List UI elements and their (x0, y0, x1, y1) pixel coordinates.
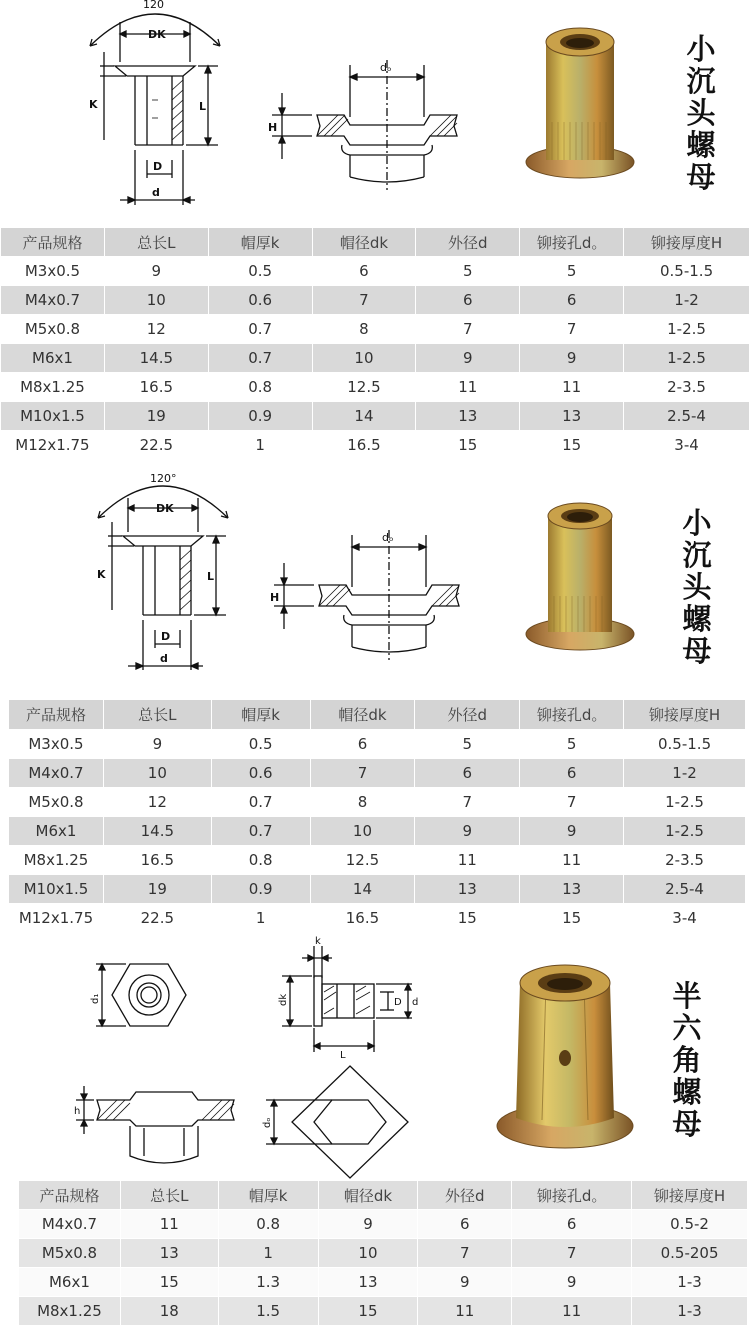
table-cell: 6 (512, 1210, 632, 1239)
inner-d-label: D (153, 160, 163, 173)
table-cell: 15 (318, 1297, 418, 1326)
table-row (1, 286, 750, 315)
header-cell: 铆接厚度H (632, 1181, 748, 1210)
section-1 (0, 0, 750, 462)
outer-d-label: d (412, 997, 419, 1008)
header-cell: 产品规格 (1, 228, 105, 257)
table-cell: 6 (312, 257, 416, 286)
table-cell: 9 (318, 1210, 418, 1239)
hex-hole-drawing (262, 1060, 432, 1180)
table-cell: 9 (104, 257, 208, 286)
table-cell: 8 (310, 788, 415, 817)
table-cell: 5 (520, 257, 624, 286)
header-cell: 总长L (104, 228, 208, 257)
table-cell: 0.8 (211, 846, 310, 875)
hex-top-view-drawing (92, 960, 202, 1030)
table-cell: M8x1.25 (1, 373, 105, 402)
table-cell: 19 (104, 402, 208, 431)
table-cell: 0.5-2 (632, 1210, 748, 1239)
k-label: K (97, 568, 106, 581)
table-cell: 1.5 (218, 1297, 318, 1326)
table-row (19, 1268, 748, 1297)
l-label: L (340, 1050, 346, 1061)
table-cell: M10x1.5 (1, 402, 105, 431)
inner-d-label: D (394, 997, 402, 1008)
spec-table (0, 227, 750, 460)
spec-table (8, 699, 746, 933)
table-cell: M5x0.8 (1, 315, 105, 344)
l-label: L (207, 570, 215, 583)
hex-riveting-drawing (72, 1078, 242, 1188)
table-cell: 9 (520, 344, 624, 373)
table-header-row (9, 700, 746, 730)
table-cell: 0.7 (211, 788, 310, 817)
table-cell: 0.5-1.5 (624, 730, 746, 759)
table-cell: 19 (103, 875, 211, 904)
table-cell: 18 (120, 1297, 218, 1326)
table-cell: M3x0.5 (9, 730, 104, 759)
table-cell: 0.5 (211, 730, 310, 759)
header-cell: 帽厚k (211, 700, 310, 730)
flange-rivet-nut-photo (520, 22, 640, 187)
section-title: 小沉头螺母 (682, 506, 712, 668)
angle-label: 120° (150, 472, 177, 485)
outer-d-label: d (160, 652, 168, 665)
table-cell: M12x1.75 (1, 431, 105, 460)
k-label: k (315, 936, 321, 947)
table-cell: 0.5 (208, 257, 312, 286)
table-cell: M6x1 (19, 1268, 121, 1297)
header-cell: 总长L (103, 700, 211, 730)
section-3 (0, 932, 750, 1320)
table-cell: 11 (520, 846, 624, 875)
table-cell: 12.5 (312, 373, 416, 402)
table-cell: 16.5 (312, 431, 416, 460)
flange-nut-cross-section-drawing (88, 470, 248, 675)
header-cell: 铆接厚度H (624, 700, 746, 730)
header-cell: 外径d (415, 700, 520, 730)
table-cell: 7 (310, 759, 415, 788)
table-cell: 14 (312, 402, 416, 431)
table-cell: M12x1.75 (9, 904, 104, 933)
table-cell: M8x1.25 (19, 1297, 121, 1326)
header-cell: 外径d (416, 228, 520, 257)
table-row (19, 1297, 748, 1326)
table-cell: 10 (318, 1239, 418, 1268)
hex-nut-side-drawing (262, 936, 422, 1061)
header-cell: 产品规格 (9, 700, 104, 730)
d0-label: dₒ (380, 61, 392, 74)
table-cell: 13 (520, 402, 624, 431)
table-cell: 0.5-205 (632, 1239, 748, 1268)
table-cell: 9 (415, 817, 520, 846)
table-cell: 11 (120, 1210, 218, 1239)
table-cell: 2.5-4 (624, 402, 750, 431)
table-cell: 6 (520, 286, 624, 315)
table-cell: 1 (211, 904, 310, 933)
table-cell: 11 (415, 846, 520, 875)
table-cell: 0.8 (218, 1210, 318, 1239)
k-label: K (89, 98, 98, 111)
table-cell: 7 (416, 315, 520, 344)
table-cell: 11 (418, 1297, 512, 1326)
d0-label: dₒ (262, 1117, 273, 1128)
table-cell: 9 (520, 817, 624, 846)
table-cell: 2.5-4 (624, 875, 746, 904)
table-cell: 6 (418, 1210, 512, 1239)
header-cell: 产品规格 (19, 1181, 121, 1210)
table-cell: 0.9 (211, 875, 310, 904)
table-row (9, 875, 746, 904)
table-row (9, 730, 746, 759)
d0-label: dₒ (382, 531, 394, 544)
table-cell: 15 (120, 1268, 218, 1297)
table-cell: 15 (520, 904, 624, 933)
table-cell: 0.7 (208, 315, 312, 344)
table-cell: 6 (415, 759, 520, 788)
table-cell: 6 (416, 286, 520, 315)
spec-table (18, 1180, 748, 1326)
table-cell: 14.5 (104, 344, 208, 373)
table-cell: M10x1.5 (9, 875, 104, 904)
table-cell: 11 (512, 1297, 632, 1326)
table-cell: 9 (418, 1268, 512, 1297)
table-cell: 15 (520, 431, 624, 460)
h-label: H (268, 121, 278, 134)
table-cell: 0.6 (208, 286, 312, 315)
table-cell: 3-4 (624, 904, 746, 933)
table-row (9, 759, 746, 788)
table-cell: 15 (416, 431, 520, 460)
table-cell: 2-3.5 (624, 373, 750, 402)
h-label: H (270, 591, 280, 604)
header-cell: 帽径dk (312, 228, 416, 257)
table-cell: 13 (318, 1268, 418, 1297)
table-cell: M3x0.5 (1, 257, 105, 286)
inner-d-label: D (161, 630, 171, 643)
table-row (9, 788, 746, 817)
dk-label: DK (156, 502, 174, 515)
hex-rivet-nut-photo (490, 958, 640, 1158)
table-cell: 16.5 (103, 846, 211, 875)
table-row (9, 846, 746, 875)
header-cell: 铆接孔d。 (512, 1181, 632, 1210)
table-cell: 22.5 (104, 431, 208, 460)
header-cell: 铆接孔d。 (520, 228, 624, 257)
header-cell: 铆接厚度H (624, 228, 750, 257)
table-cell: 15 (415, 904, 520, 933)
table-cell: 14.5 (103, 817, 211, 846)
table-row (9, 817, 746, 846)
header-cell: 帽厚k (208, 228, 312, 257)
table-cell: 13 (416, 402, 520, 431)
header-cell: 帽径dk (318, 1181, 418, 1210)
table-cell: M6x1 (1, 344, 105, 373)
table-row (1, 373, 750, 402)
section-title: 小沉头螺母 (686, 32, 716, 194)
flange-nut-cross-section-drawing (80, 0, 240, 215)
table-cell: M8x1.25 (9, 846, 104, 875)
flange-rivet-nut-photo (520, 498, 640, 658)
d1-label: d₁ (90, 993, 101, 1004)
table-row (1, 257, 750, 286)
table-cell: 1-2.5 (624, 344, 750, 373)
table-cell: 11 (416, 373, 520, 402)
table-cell: 7 (520, 788, 624, 817)
h-label: h (74, 1106, 81, 1117)
table-cell: 10 (312, 344, 416, 373)
table-cell: 13 (520, 875, 624, 904)
table-cell: 7 (520, 315, 624, 344)
angle-label: 120 (143, 0, 164, 11)
table-cell: 10 (310, 817, 415, 846)
header-cell: 帽径dk (310, 700, 415, 730)
table-cell: 13 (120, 1239, 218, 1268)
table-cell: 1-2.5 (624, 315, 750, 344)
dk-label: dk (278, 993, 289, 1006)
table-cell: 7 (312, 286, 416, 315)
table-cell: 12.5 (310, 846, 415, 875)
table-cell: M4x0.7 (1, 286, 105, 315)
table-cell: 7 (415, 788, 520, 817)
table-cell: 8 (312, 315, 416, 344)
header-cell: 总长L (120, 1181, 218, 1210)
table-row (1, 431, 750, 460)
table-cell: 16.5 (104, 373, 208, 402)
table-cell: 22.5 (103, 904, 211, 933)
table-cell: 9 (512, 1268, 632, 1297)
table-row (19, 1239, 748, 1268)
table-cell: 1.3 (218, 1268, 318, 1297)
table-cell: 0.5-1.5 (624, 257, 750, 286)
table-header-row (19, 1181, 748, 1210)
header-cell: 外径d (418, 1181, 512, 1210)
table-cell: 14 (310, 875, 415, 904)
table-cell: 1 (218, 1239, 318, 1268)
table-cell: 10 (104, 286, 208, 315)
table-cell: 1-3 (632, 1268, 748, 1297)
table-cell: M5x0.8 (19, 1239, 121, 1268)
table-row (9, 904, 746, 933)
table-row (1, 315, 750, 344)
table-cell: 0.6 (211, 759, 310, 788)
table-cell: 0.9 (208, 402, 312, 431)
table-cell: 0.7 (211, 817, 310, 846)
l-label: L (199, 100, 207, 113)
table-cell: 7 (512, 1239, 632, 1268)
table-cell: 7 (418, 1239, 512, 1268)
table-row (1, 402, 750, 431)
table-cell: 5 (416, 257, 520, 286)
table-cell: 1-2.5 (624, 817, 746, 846)
section-title: 半六角螺母 (672, 979, 702, 1141)
table-cell: 1-2 (624, 286, 750, 315)
table-cell: 12 (103, 788, 211, 817)
riveting-installation-drawing (264, 525, 474, 665)
table-cell: M6x1 (9, 817, 104, 846)
table-cell: 5 (415, 730, 520, 759)
header-cell: 帽厚k (218, 1181, 318, 1210)
table-row (19, 1210, 748, 1239)
table-header-row (1, 228, 750, 257)
table-cell: 0.8 (208, 373, 312, 402)
table-cell: M4x0.7 (9, 759, 104, 788)
header-cell: 铆接孔d。 (520, 700, 624, 730)
table-cell: 16.5 (310, 904, 415, 933)
table-cell: 1 (208, 431, 312, 460)
table-row (1, 344, 750, 373)
table-cell: M5x0.8 (9, 788, 104, 817)
riveting-installation-drawing (262, 55, 472, 195)
table-cell: 13 (415, 875, 520, 904)
outer-d-label: d (152, 186, 160, 199)
table-cell: 1-3 (632, 1297, 748, 1326)
table-cell: 6 (310, 730, 415, 759)
table-cell: 3-4 (624, 431, 750, 460)
section-2 (0, 462, 750, 932)
table-cell: 1-2 (624, 759, 746, 788)
table-cell: 12 (104, 315, 208, 344)
dk-label: DK (148, 28, 166, 41)
table-cell: 1-2.5 (624, 788, 746, 817)
table-cell: 9 (416, 344, 520, 373)
table-cell: 0.7 (208, 344, 312, 373)
table-cell: M4x0.7 (19, 1210, 121, 1239)
table-cell: 6 (520, 759, 624, 788)
table-cell: 9 (103, 730, 211, 759)
table-cell: 5 (520, 730, 624, 759)
table-cell: 2-3.5 (624, 846, 746, 875)
table-cell: 11 (520, 373, 624, 402)
table-cell: 10 (103, 759, 211, 788)
